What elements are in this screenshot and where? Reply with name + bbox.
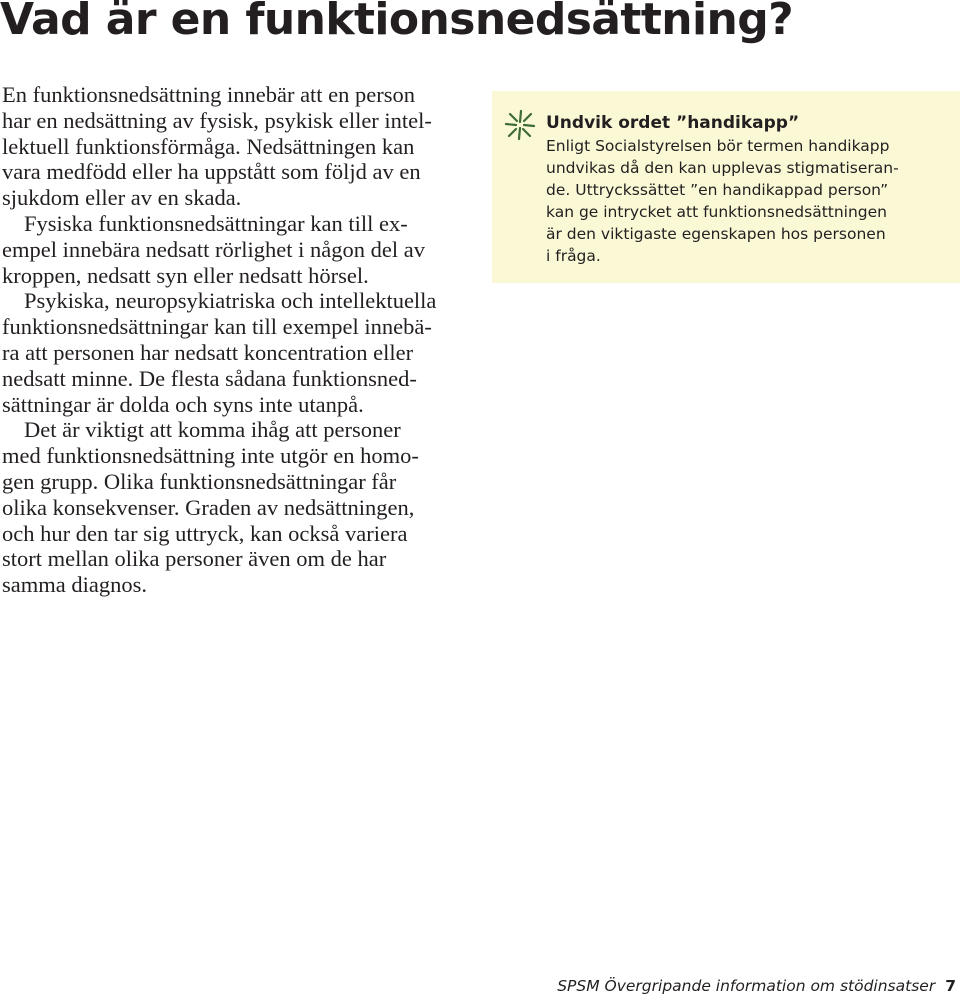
footer-text: SPSM Övergripande information om stödinsatser	[557, 977, 936, 995]
body-line: ra att personen har nedsatt koncentration eller	[2, 339, 414, 365]
sparkle-icon	[504, 109, 536, 141]
tip-line: är den viktigaste egenskapen hos personen	[546, 225, 886, 243]
tip-line: undvikas då den kan upplevas stigmatiseran-	[546, 159, 899, 177]
body-line: och hur den tar sig uttryck, kan också variera	[2, 520, 408, 546]
page-number: 7	[945, 977, 956, 995]
body-line: Det är viktigt att komma ihåg att personer	[24, 417, 401, 443]
body-line: olika konsekvenser. Graden av nedsättningen,	[2, 494, 415, 520]
body-line: samma diagnos.	[2, 572, 147, 598]
body-line: Fysiska funktionsnedsättningar kan till ex-	[24, 210, 408, 236]
body-line: har en nedsättning av fysisk, psykisk eller intel-	[2, 107, 432, 133]
tip-line: Enligt Socialstyrelsen bör termen handikapp	[546, 137, 890, 155]
body-line: vara medfödd eller ha uppstått som följd av en	[2, 159, 421, 185]
page-title: Vad är en funktionsnedsättning?	[0, 0, 794, 45]
body-line: empel innebära nedsatt rörlighet i någon del av	[2, 236, 425, 262]
body-line: kroppen, nedsatt syn eller nedsatt hörsel.	[2, 262, 369, 288]
tip-heading: Undvik ordet ”handikapp”	[546, 113, 800, 133]
tip-line: de. Uttryckssättet ”en handikappad person”	[546, 181, 889, 199]
body-line: funktionsnedsättningar kan till exempel innebä-	[2, 314, 432, 340]
body-line: med funktionsnedsättning inte utgör en homo-	[2, 443, 419, 469]
body-line: stort mellan olika personer även om de har	[2, 546, 387, 572]
body-line: lektuell funktionsförmåga. Nedsättningen kan	[2, 133, 415, 159]
body-text	[2, 82, 472, 598]
page-footer	[557, 975, 956, 997]
body-line: Psykiska, neuropsykiatriska och intellektuella	[24, 288, 437, 314]
tip-box	[492, 91, 960, 283]
tip-line: i fråga.	[546, 247, 601, 265]
body-line: En funktionsnedsättning innebär att en person	[2, 82, 416, 107]
tip-content	[546, 112, 946, 267]
body-line: sjukdom eller av en skada.	[2, 185, 242, 211]
body-line: sättningar är dolda och syns inte utanpå.	[2, 391, 364, 417]
tip-line: kan ge intrycket att funktionsnedsättningen	[546, 203, 887, 221]
body-line: nedsatt minne. De flesta sådana funktionsned-	[2, 365, 417, 391]
body-line: gen grupp. Olika funktionsnedsättningar får	[2, 468, 397, 494]
